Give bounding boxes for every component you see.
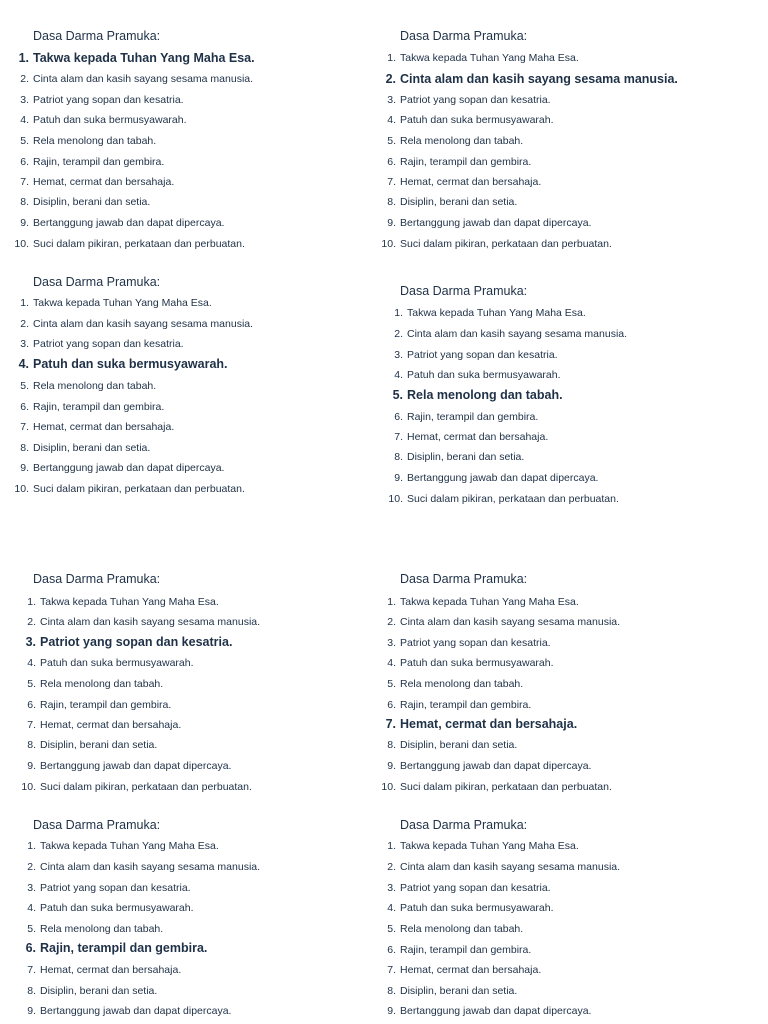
list-item-5 [13, 379, 156, 393]
item-text: Bertanggung jawab dan dapat dipercaya. [40, 1005, 232, 1017]
item-number: 5. [392, 388, 403, 402]
list-item-7 [13, 420, 174, 434]
item-text: Bertanggung jawab dan dapat dipercaya. [33, 462, 225, 474]
list-item-8 [13, 195, 150, 209]
item-text: Disiplin, berani dan setia. [33, 196, 151, 208]
item-number: 3. [27, 882, 36, 894]
item-number: 1. [387, 596, 396, 608]
list-item-8 [380, 195, 517, 209]
list-item-10 [380, 237, 612, 251]
item-text: Rajin, terampil dan gembira. [407, 411, 539, 423]
item-number: 7. [20, 176, 29, 188]
block-title: Dasa Darma Pramuka: [400, 29, 528, 43]
item-number: 1. [20, 297, 29, 309]
item-number: 7. [387, 176, 396, 188]
item-number: 6. [27, 699, 36, 711]
item-text: Takwa kepada Tuhan Yang Maha Esa. [40, 596, 219, 608]
item-number: 2. [387, 861, 396, 873]
item-text: Disiplin, berani dan setia. [407, 451, 525, 463]
list-item-1 [380, 839, 579, 853]
item-number: 10. [14, 483, 29, 495]
item-text: Rela menolong dan tabah. [407, 388, 563, 402]
list-item-9 [380, 1004, 591, 1018]
item-number: 2. [385, 72, 396, 86]
list-item-2 [380, 72, 678, 86]
list-item-5 [380, 134, 523, 148]
item-number: 2. [20, 73, 29, 85]
item-text: Rajin, terampil dan gembira. [400, 156, 532, 168]
item-number: 2. [394, 328, 403, 340]
item-text: Patriot yang sopan dan kesatria. [40, 882, 191, 894]
item-text: Bertanggung jawab dan dapat dipercaya. [33, 217, 225, 229]
list-item-8 [20, 738, 157, 752]
item-text: Rajin, terampil dan gembira. [33, 401, 165, 413]
list-item-1 [13, 51, 255, 65]
list-item-6 [13, 155, 164, 169]
list-item-3 [380, 636, 551, 650]
item-text: Patuh dan suka bermusyawarah. [40, 657, 194, 669]
list-item-1 [380, 51, 579, 65]
item-text: Suci dalam pikiran, perkataan dan perbuatan. [400, 781, 612, 793]
list-item-6 [20, 941, 207, 955]
item-text: Cinta alam dan kasih sayang sesama manusia. [400, 72, 678, 86]
item-number: 6. [387, 944, 396, 956]
item-number: 2. [27, 616, 36, 628]
block-title: Dasa Darma Pramuka: [400, 284, 528, 298]
list-item-9 [13, 216, 224, 230]
item-text: Rajin, terampil dan gembira. [400, 944, 532, 956]
item-text: Hemat, cermat dan bersahaja. [33, 421, 175, 433]
item-number: 8. [20, 196, 29, 208]
item-number: 7. [27, 964, 36, 976]
item-number: 1. [394, 307, 403, 319]
list-item-4 [13, 113, 187, 127]
item-number: 1. [387, 52, 396, 64]
item-number: 5. [20, 380, 29, 392]
item-text: Takwa kepada Tuhan Yang Maha Esa. [400, 840, 579, 852]
list-item-9 [387, 471, 598, 485]
item-number: 2. [27, 861, 36, 873]
item-number: 7. [394, 431, 403, 443]
item-number: 1. [27, 840, 36, 852]
block-title: Dasa Darma Pramuka: [400, 818, 528, 832]
item-text: Rajin, terampil dan gembira. [33, 156, 165, 168]
list-item-6 [13, 400, 164, 414]
item-number: 8. [387, 985, 396, 997]
item-number: 3. [20, 338, 29, 350]
list-item-4 [380, 113, 554, 127]
list-item-5 [13, 134, 156, 148]
list-item-2 [20, 860, 260, 874]
item-number: 5. [387, 135, 396, 147]
item-number: 9. [20, 462, 29, 474]
list-item-3 [20, 635, 232, 649]
item-text: Hemat, cermat dan bersahaja. [33, 176, 175, 188]
block-title: Dasa Darma Pramuka: [33, 275, 161, 289]
item-text: Patuh dan suka bermusyawarah. [40, 902, 194, 914]
item-text: Patriot yang sopan dan kesatria. [400, 94, 551, 106]
item-text: Hemat, cermat dan bersahaja. [400, 717, 578, 731]
item-number: 6. [387, 699, 396, 711]
list-item-10 [13, 482, 245, 496]
list-item-7 [20, 963, 181, 977]
list-item-6 [387, 410, 538, 424]
item-number: 7. [387, 964, 396, 976]
item-text: Hemat, cermat dan bersahaja. [40, 719, 182, 731]
item-number: 8. [394, 451, 403, 463]
item-text: Bertanggung jawab dan dapat dipercaya. [400, 217, 592, 229]
item-text: Rela menolong dan tabah. [400, 678, 524, 690]
list-item-5 [20, 677, 163, 691]
item-number: 5. [27, 678, 36, 690]
item-text: Patriot yang sopan dan kesatria. [407, 349, 558, 361]
item-number: 7. [27, 719, 36, 731]
item-number: 8. [387, 739, 396, 751]
item-text: Hemat, cermat dan bersahaja. [40, 964, 182, 976]
list-item-4 [20, 901, 194, 915]
item-text: Takwa kepada Tuhan Yang Maha Esa. [400, 596, 579, 608]
list-item-5 [387, 388, 563, 402]
list-item-6 [380, 698, 531, 712]
item-text: Patuh dan suka bermusyawarah. [400, 114, 554, 126]
item-text: Hemat, cermat dan bersahaja. [407, 431, 549, 443]
item-number: 1. [18, 51, 29, 65]
list-item-6 [380, 943, 531, 957]
item-number: 10. [14, 238, 29, 250]
item-text: Disiplin, berani dan setia. [400, 739, 518, 751]
item-text: Cinta alam dan kasih sayang sesama manusia. [33, 318, 254, 330]
list-item-5 [20, 922, 163, 936]
item-number: 3. [387, 882, 396, 894]
item-number: 5. [387, 678, 396, 690]
list-item-9 [20, 759, 231, 773]
list-item-3 [13, 337, 184, 351]
item-number: 8. [20, 442, 29, 454]
item-text: Takwa kepada Tuhan Yang Maha Esa. [33, 51, 255, 65]
item-text: Rajin, terampil dan gembira. [40, 699, 172, 711]
item-number: 3. [387, 637, 396, 649]
item-number: 2. [20, 318, 29, 330]
item-text: Cinta alam dan kasih sayang sesama manusia. [40, 616, 261, 628]
item-text: Disiplin, berani dan setia. [40, 739, 158, 751]
item-number: 5. [387, 923, 396, 935]
list-item-7 [387, 430, 548, 444]
item-number: 9. [387, 760, 396, 772]
item-text: Patriot yang sopan dan kesatria. [400, 882, 551, 894]
block-title: Dasa Darma Pramuka: [33, 572, 161, 586]
item-text: Rela menolong dan tabah. [400, 135, 524, 147]
item-text: Suci dalam pikiran, perkataan dan perbuatan. [40, 781, 252, 793]
item-number: 5. [20, 135, 29, 147]
item-number: 6. [387, 156, 396, 168]
item-number: 7. [20, 421, 29, 433]
item-number: 9. [20, 217, 29, 229]
item-text: Rela menolong dan tabah. [400, 923, 524, 935]
item-number: 10. [381, 238, 396, 250]
item-text: Rela menolong dan tabah. [33, 380, 157, 392]
item-number: 10. [381, 781, 396, 793]
list-item-7 [380, 717, 577, 731]
list-item-2 [387, 327, 627, 341]
item-number: 8. [27, 739, 36, 751]
list-item-1 [380, 595, 579, 609]
list-item-1 [20, 839, 219, 853]
list-item-3 [13, 93, 184, 107]
item-text: Bertanggung jawab dan dapat dipercaya. [407, 472, 599, 484]
item-number: 4. [20, 114, 29, 126]
item-text: Cinta alam dan kasih sayang sesama manusia. [407, 328, 628, 340]
list-item-8 [20, 984, 157, 998]
item-text: Patuh dan suka bermusyawarah. [400, 657, 554, 669]
item-text: Patriot yang sopan dan kesatria. [33, 338, 184, 350]
item-text: Takwa kepada Tuhan Yang Maha Esa. [407, 307, 586, 319]
item-number: 8. [387, 196, 396, 208]
list-item-7 [20, 718, 181, 732]
item-number: 8. [27, 985, 36, 997]
item-number: 9. [387, 1005, 396, 1017]
item-number: 6. [20, 156, 29, 168]
list-item-5 [380, 922, 523, 936]
item-number: 4. [387, 657, 396, 669]
item-text: Suci dalam pikiran, perkataan dan perbuatan. [33, 483, 245, 495]
item-text: Disiplin, berani dan setia. [400, 196, 518, 208]
item-text: Bertanggung jawab dan dapat dipercaya. [400, 760, 592, 772]
item-text: Disiplin, berani dan setia. [33, 442, 151, 454]
item-text: Rela menolong dan tabah. [40, 678, 164, 690]
item-text: Rajin, terampil dan gembira. [40, 941, 208, 955]
list-item-3 [20, 881, 191, 895]
item-number: 9. [394, 472, 403, 484]
item-text: Patriot yang sopan dan kesatria. [40, 635, 233, 649]
block-title: Dasa Darma Pramuka: [400, 572, 528, 586]
item-text: Bertanggung jawab dan dapat dipercaya. [400, 1005, 592, 1017]
item-number: 7. [385, 717, 396, 731]
list-item-8 [13, 441, 150, 455]
item-text: Disiplin, berani dan setia. [40, 985, 158, 997]
list-item-10 [20, 780, 252, 794]
list-item-9 [20, 1004, 231, 1018]
item-text: Cinta alam dan kasih sayang sesama manusia. [40, 861, 261, 873]
item-number: 4. [387, 902, 396, 914]
list-item-7 [13, 175, 174, 189]
item-text: Patriot yang sopan dan kesatria. [33, 94, 184, 106]
list-item-8 [380, 738, 517, 752]
item-text: Rela menolong dan tabah. [40, 923, 164, 935]
item-text: Bertanggung jawab dan dapat dipercaya. [40, 760, 232, 772]
list-item-2 [380, 860, 620, 874]
list-item-8 [387, 450, 524, 464]
item-text: Takwa kepada Tuhan Yang Maha Esa. [33, 297, 212, 309]
item-number: 9. [387, 217, 396, 229]
list-item-3 [380, 93, 551, 107]
item-text: Suci dalam pikiran, perkataan dan perbuatan. [400, 238, 612, 250]
item-number: 10. [388, 493, 403, 505]
list-item-6 [20, 698, 171, 712]
item-number: 4. [394, 369, 403, 381]
list-item-5 [380, 677, 523, 691]
item-text: Patuh dan suka bermusyawarah. [407, 369, 561, 381]
item-text: Takwa kepada Tuhan Yang Maha Esa. [400, 52, 579, 64]
list-item-2 [20, 615, 260, 629]
item-number: 3. [387, 94, 396, 106]
item-text: Patriot yang sopan dan kesatria. [400, 637, 551, 649]
item-number: 6. [20, 401, 29, 413]
item-number: 6. [25, 941, 36, 955]
item-number: 4. [27, 902, 36, 914]
list-item-4 [13, 357, 228, 371]
list-item-4 [380, 656, 554, 670]
item-text: Hemat, cermat dan bersahaja. [400, 964, 542, 976]
item-number: 1. [27, 596, 36, 608]
list-item-4 [20, 656, 194, 670]
list-item-2 [13, 72, 253, 86]
item-text: Rajin, terampil dan gembira. [400, 699, 532, 711]
item-number: 9. [27, 1005, 36, 1017]
list-item-4 [387, 368, 561, 382]
item-text: Patuh dan suka bermusyawarah. [33, 357, 228, 371]
item-number: 10. [21, 781, 36, 793]
list-item-7 [380, 963, 541, 977]
item-number: 9. [27, 760, 36, 772]
item-text: Suci dalam pikiran, perkataan dan perbuatan. [33, 238, 245, 250]
list-item-7 [380, 175, 541, 189]
item-text: Disiplin, berani dan setia. [400, 985, 518, 997]
item-text: Patuh dan suka bermusyawarah. [400, 902, 554, 914]
list-item-9 [380, 759, 591, 773]
list-item-10 [13, 237, 245, 251]
list-item-1 [13, 296, 212, 310]
block-title: Dasa Darma Pramuka: [33, 818, 161, 832]
list-item-8 [380, 984, 517, 998]
item-number: 3. [25, 635, 36, 649]
item-text: Cinta alam dan kasih sayang sesama manusia. [400, 861, 621, 873]
item-number: 3. [20, 94, 29, 106]
list-item-3 [380, 881, 551, 895]
list-item-1 [387, 306, 586, 320]
item-number: 2. [387, 616, 396, 628]
item-text: Patuh dan suka bermusyawarah. [33, 114, 187, 126]
item-text: Rela menolong dan tabah. [33, 135, 157, 147]
item-text: Cinta alam dan kasih sayang sesama manusia. [33, 73, 254, 85]
list-item-10 [387, 492, 619, 506]
item-number: 4. [18, 357, 29, 371]
item-text: Takwa kepada Tuhan Yang Maha Esa. [40, 840, 219, 852]
list-item-4 [380, 901, 554, 915]
item-text: Hemat, cermat dan bersahaja. [400, 176, 542, 188]
list-item-9 [13, 461, 224, 475]
block-title: Dasa Darma Pramuka: [33, 29, 161, 43]
list-item-6 [380, 155, 531, 169]
list-item-9 [380, 216, 591, 230]
item-number: 4. [387, 114, 396, 126]
item-number: 6. [394, 411, 403, 423]
list-item-2 [13, 317, 253, 331]
item-text: Cinta alam dan kasih sayang sesama manusia. [400, 616, 621, 628]
item-text: Suci dalam pikiran, perkataan dan perbuatan. [407, 493, 619, 505]
item-number: 3. [394, 349, 403, 361]
list-item-2 [380, 615, 620, 629]
item-number: 5. [27, 923, 36, 935]
item-number: 4. [27, 657, 36, 669]
list-item-1 [20, 595, 219, 609]
list-item-3 [387, 348, 558, 362]
item-number: 1. [387, 840, 396, 852]
list-item-10 [380, 780, 612, 794]
